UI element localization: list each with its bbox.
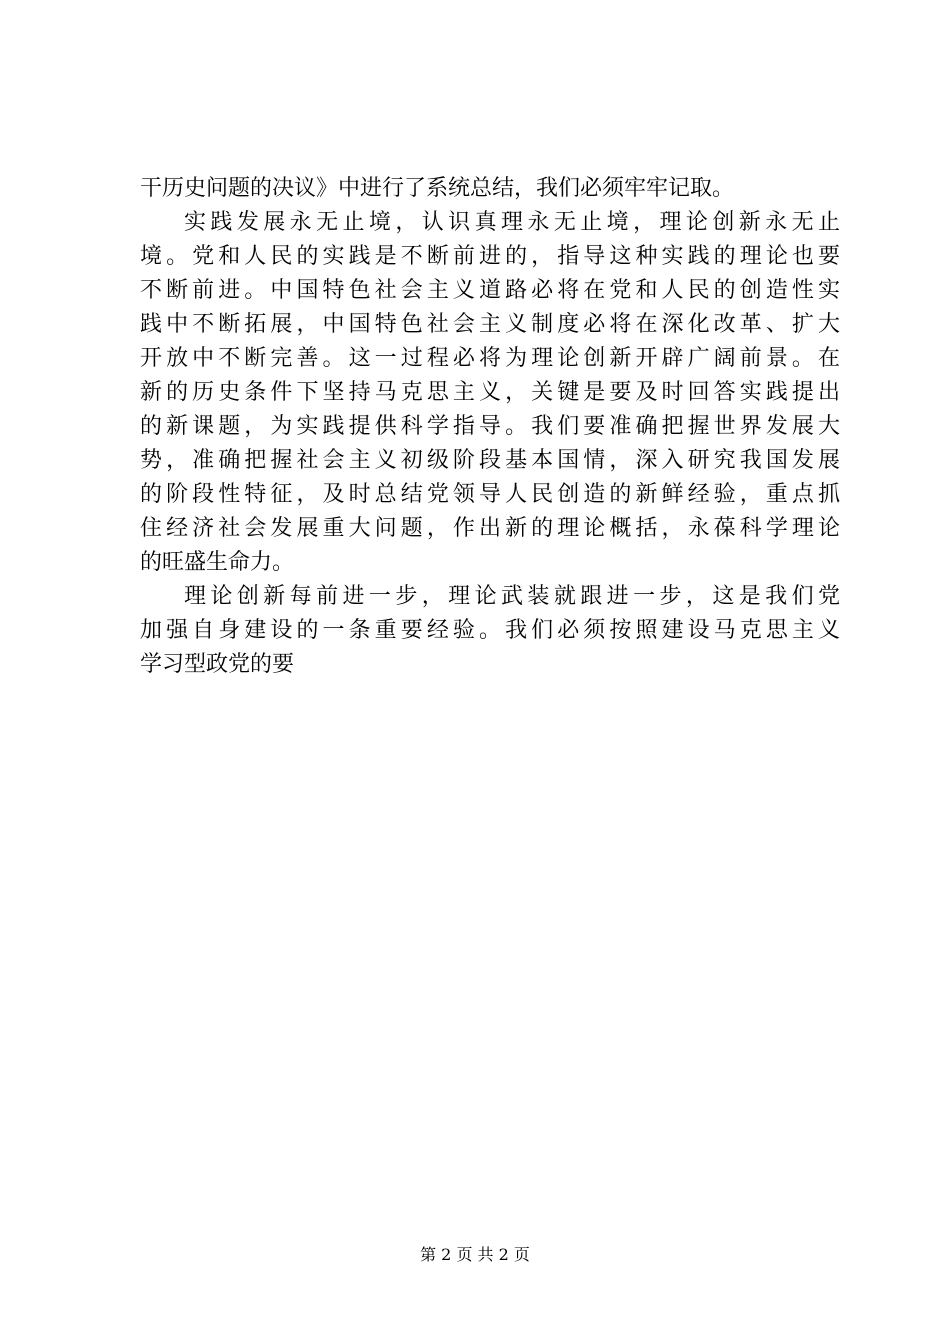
text-line: 理论创新每前进一步，理论武装就跟进一步，这是我们党 [184, 584, 840, 609]
text-line: 新的历史条件下坚持马克思主义，关键是要及时回答实践提出 [140, 380, 840, 405]
text-line: 的阶段性特征，及时总结党领导人民创造的新鲜经验，重点抓 [140, 482, 840, 507]
text-line: 势，准确把握社会主义初级阶段基本国情，深入研究我国发展 [140, 448, 840, 473]
text-line: 干历史问题的决议》中进行了系统总结，我们必须牢牢记取。 [140, 176, 735, 201]
text-line: 加强自身建设的一条重要经验。我们必须按照建设马克思主义 [140, 618, 840, 643]
text-line: 住经济社会发展重大问题，作出新的理论概括，永葆科学理论 [140, 516, 840, 541]
text-line: 开放中不断完善。这一过程必将为理论创新开辟广阔前景。在 [140, 346, 840, 371]
text-line: 实践发展永无止境，认识真理永无止境，理论创新永无止 [184, 210, 840, 235]
page-number-footer: 第 2 页 共 2 页 [420, 1245, 530, 1264]
text-line: 境。党和人民的实践是不断前进的，指导这种实践的理论也要 [140, 244, 840, 269]
text-line: 的旺盛生命力。 [140, 550, 295, 575]
text-line: 学习型政党的要 [140, 652, 295, 677]
text-line: 践中不断拓展，中国特色社会主义制度必将在深化改革、扩大 [140, 312, 840, 337]
body-text [140, 172, 840, 682]
text-line: 不断前进。中国特色社会主义道路必将在党和人民的创造性实 [140, 278, 840, 303]
text-line: 的新课题，为实践提供科学指导。我们要准确把握世界发展大 [140, 414, 840, 439]
